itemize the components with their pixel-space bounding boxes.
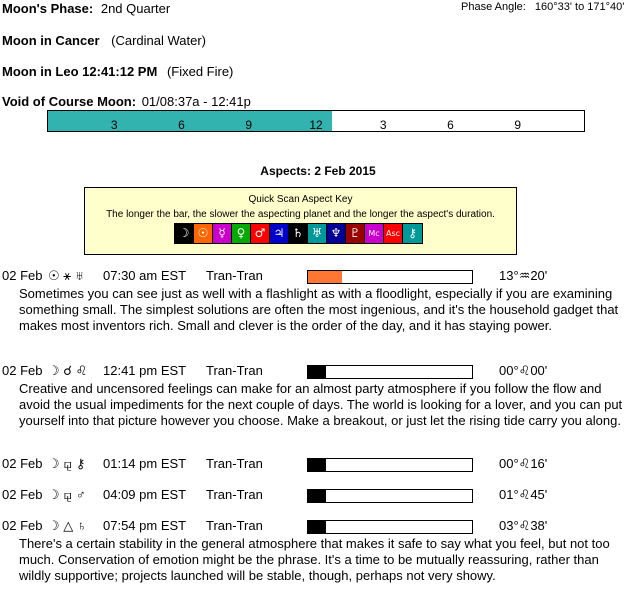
uranus-icon: ♅ — [308, 224, 327, 243]
phase-angle-value: 160°33' to 171°40' — [534, 1, 625, 13]
entry-type: Tran-Tran — [206, 268, 263, 283]
entry-duration-fill — [308, 271, 342, 283]
entry-duration-fill — [308, 521, 326, 533]
entry-duration-bar — [307, 365, 473, 379]
entry-aspect-symbols: ☽ △ ♄ — [48, 518, 87, 533]
void-of-course-line — [2, 94, 251, 109]
entry-date: 02 Feb — [2, 268, 43, 283]
neptune-icon: ♆ — [327, 224, 346, 243]
entry-time: 07:54 pm EST — [103, 518, 187, 533]
entry-date: 02 Feb — [2, 363, 43, 378]
entry-duration-bar — [307, 489, 473, 503]
entry-duration-bar — [307, 520, 473, 534]
moon-sign-leo-detail: (Fixed Fire) — [166, 64, 234, 79]
void-of-course-tick-label: 9 — [245, 118, 253, 132]
entry-duration-fill — [308, 459, 326, 471]
jupiter-icon: ♃ — [270, 224, 289, 243]
void-of-course-tick-label: 12 — [309, 118, 323, 132]
aspects-title: Aspects: 2 Feb 2015 — [260, 164, 376, 178]
entry-position: 00°♌00' — [499, 363, 548, 378]
aspect-key-glyphs — [174, 223, 423, 244]
moon-sign-leo — [2, 64, 233, 79]
entry-duration-fill — [308, 490, 326, 502]
entry-description: Sometimes you can see just as well with a flashlight as with a floodlight, especially if you are examining something small. The simplest solutions are often the most ingenious, and it's the household gadget that makes most inventors rich. Small and clever is the order of the day, and it has staying power. — [19, 286, 619, 333]
sun-icon: ☉ — [194, 224, 213, 243]
entry-aspect-symbols: ☽ ☌ ♌ — [48, 363, 88, 378]
entry-position: 13°♒20' — [499, 268, 548, 283]
moon-sign-cancer-label: Moon in Cancer — [2, 33, 100, 48]
void-of-course-tick-label: 6 — [447, 118, 454, 132]
void-of-course-tick-label: 3 — [379, 118, 387, 132]
moon-sign-cancer-detail: (Cardinal Water) — [111, 33, 207, 48]
moon-icon: ☽ — [175, 224, 194, 243]
entry-duration-bar — [307, 270, 473, 284]
void-of-course-value: 01/08:37a - 12:41p — [141, 94, 251, 109]
entry-duration-bar — [307, 458, 473, 472]
moon-phase-value: 2nd Quarter — [100, 1, 171, 16]
void-of-course-tick-label: 6 — [178, 118, 185, 132]
entry-type: Tran-Tran — [206, 518, 263, 533]
entry-date: 02 Feb — [2, 487, 43, 502]
entry-time: 04:09 pm EST — [103, 487, 187, 502]
moon-sign-cancer — [2, 33, 206, 48]
entry-type: Tran-Tran — [206, 363, 263, 378]
entry-position: 03°♌38' — [499, 518, 548, 533]
entry-description: There's a certain stability in the general atmosphere that makes it safe to say what you feel, but not too much. Conservation of emotion might be the phrase. It's a time to be mutually reassuring, rather than wildly supportive; projects launched will be stable, though, perhaps not very showy. — [19, 536, 610, 583]
venus-icon: ♀ — [232, 224, 251, 243]
entry-aspect-symbols: ☽ ⚼ ⚷ — [48, 456, 86, 471]
entry-date: 02 Feb — [2, 518, 43, 533]
entry-time: 01:14 pm EST — [103, 456, 187, 471]
entry-date: 02 Feb — [2, 456, 43, 471]
entry-description: Creative and uncensored feelings can make for an almost party atmosphere if you follow the flow and avoid the usual impediments for the next couple of days. The world is looking for a lover, and you can put yourself into that picture however you choose. Make a breakout, or just let the rising tide carry you along. — [19, 381, 623, 428]
ascendant-icon: Asc — [384, 224, 403, 243]
aspect-key — [84, 187, 517, 255]
saturn-icon: ♄ — [289, 224, 308, 243]
pluto-icon: ♇ — [346, 224, 365, 243]
aspect-key-title: Quick Scan Aspect Key — [248, 194, 353, 205]
chiron-icon: ⚷ — [403, 224, 422, 243]
entry-position: 00°♌16' — [499, 456, 548, 471]
void-of-course-tick-label: 9 — [514, 118, 522, 132]
phase-angle — [461, 1, 624, 13]
entry-aspect-symbols: ☽ ⚼ ♂ — [48, 487, 86, 502]
entry-type: Tran-Tran — [206, 456, 263, 471]
entry-aspect-symbols: ☉ ⚹ ♅ — [48, 268, 85, 283]
mars-icon: ♂ — [251, 224, 270, 243]
entry-time: 12:41 pm EST — [103, 363, 187, 378]
moon-phase-label: Moon's Phase: — [2, 1, 94, 16]
entry-position: 01°♌45' — [499, 487, 548, 502]
midheaven-icon: Mc — [365, 224, 384, 243]
moon-sign-leo-label: Moon in Leo 12:41:12 PM — [2, 64, 158, 79]
entry-time: 07:30 am EST — [103, 268, 187, 283]
void-of-course-tick-label: 3 — [110, 118, 118, 132]
phase-angle-label: Phase Angle: — [461, 1, 526, 13]
moon-phase-line — [2, 1, 170, 16]
entry-type: Tran-Tran — [206, 487, 263, 502]
void-of-course-label: Void of Course Moon: — [2, 94, 137, 109]
mercury-icon: ☿ — [213, 224, 232, 243]
entry-duration-fill — [308, 366, 326, 378]
aspect-key-description: The longer the bar, the slower the aspecting planet and the longer the aspect's duration. — [106, 209, 495, 220]
